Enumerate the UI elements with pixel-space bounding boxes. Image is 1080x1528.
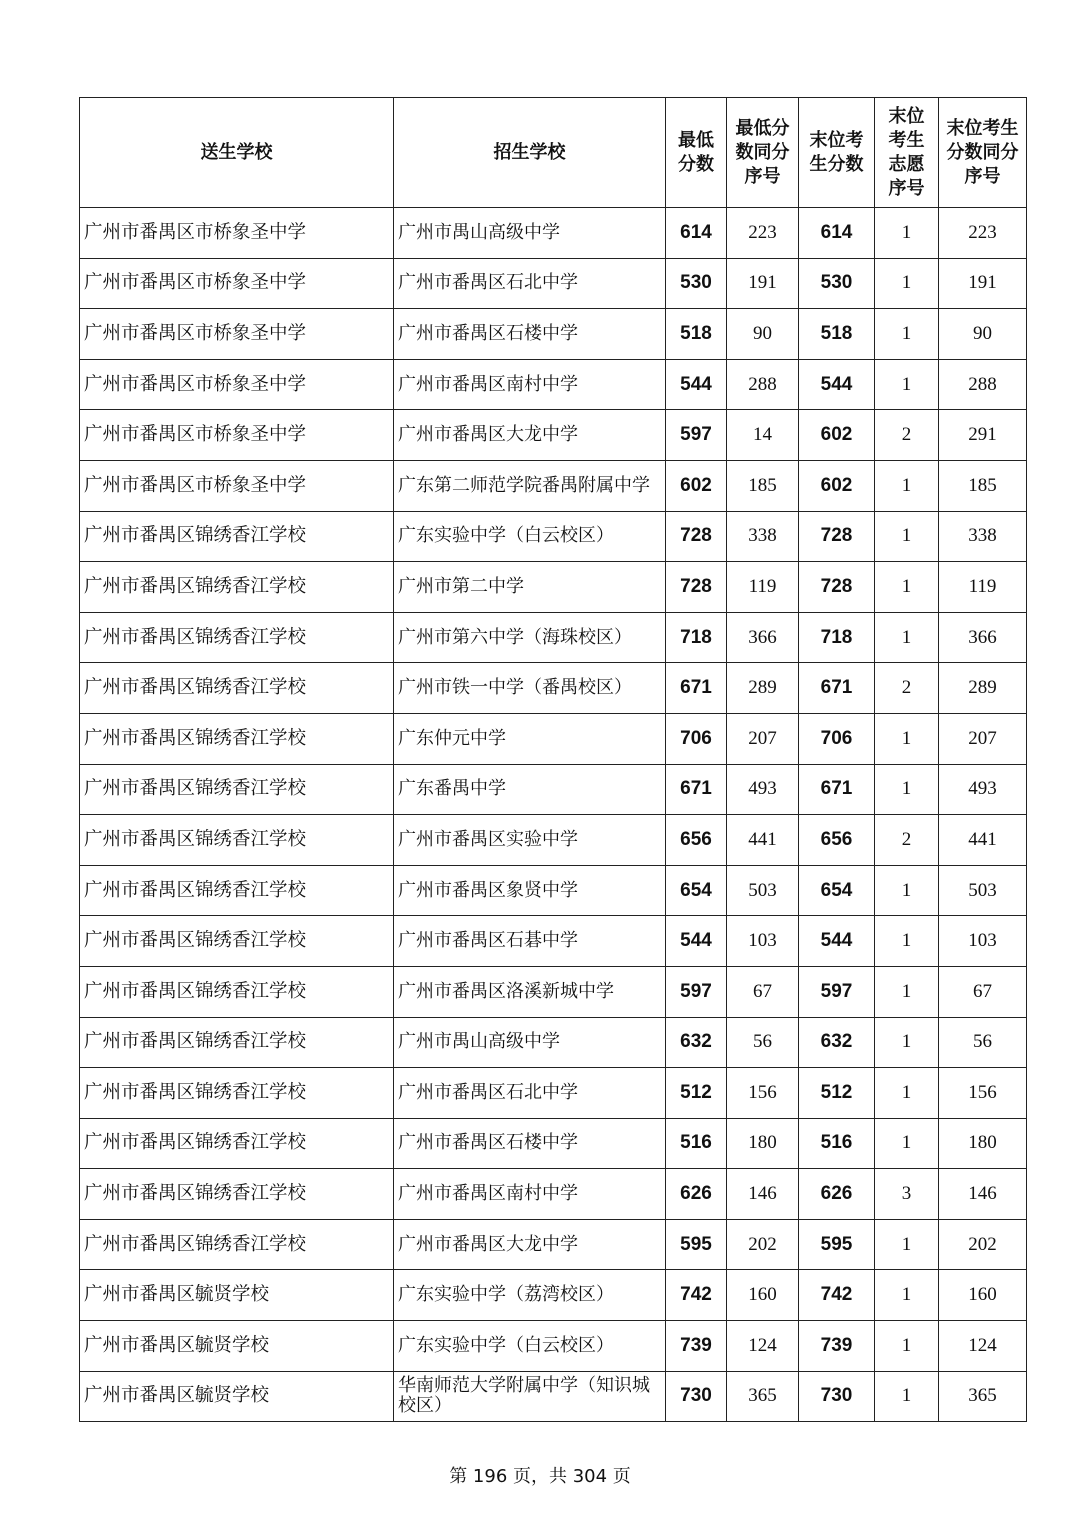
cell-min-score: 632 bbox=[666, 1017, 727, 1068]
cell-recv-school: 广州市番禺区象贤中学 bbox=[394, 865, 666, 916]
cell-min-score: 654 bbox=[666, 865, 727, 916]
table-row bbox=[80, 1169, 1027, 1220]
table-row bbox=[80, 410, 1027, 461]
cell-send-school: 广州市番禺区市桥象圣中学 bbox=[80, 460, 394, 511]
cell-send-school: 广州市番禺区市桥象圣中学 bbox=[80, 309, 394, 360]
cell-recv-school: 广东番禺中学 bbox=[394, 764, 666, 815]
cell-min-score-rank: 289 bbox=[727, 663, 799, 714]
cell-recv-school: 广州市第六中学（海珠校区） bbox=[394, 612, 666, 663]
cell-last-score-rank: 56 bbox=[939, 1017, 1027, 1068]
header-send-school: 送生学校 bbox=[80, 98, 394, 208]
table-row bbox=[80, 865, 1027, 916]
cell-send-school: 广州市番禺区市桥象圣中学 bbox=[80, 410, 394, 461]
cell-recv-school: 广州市禺山高级中学 bbox=[394, 208, 666, 259]
cell-last-volunteer: 1 bbox=[875, 1371, 939, 1422]
cell-recv-school: 广东仲元中学 bbox=[394, 713, 666, 764]
cell-last-score: 544 bbox=[799, 359, 875, 410]
cell-min-score-rank: 202 bbox=[727, 1219, 799, 1270]
cell-min-score: 530 bbox=[666, 258, 727, 309]
cell-last-volunteer: 1 bbox=[875, 1017, 939, 1068]
cell-recv-school: 广州市番禺区石楼中学 bbox=[394, 1118, 666, 1169]
cell-last-score: 706 bbox=[799, 713, 875, 764]
cell-min-score: 512 bbox=[666, 1068, 727, 1119]
cell-min-score: 602 bbox=[666, 460, 727, 511]
cell-last-score: 656 bbox=[799, 815, 875, 866]
table-row bbox=[80, 764, 1027, 815]
cell-last-volunteer: 3 bbox=[875, 1169, 939, 1220]
cell-send-school: 广州市番禺区锦绣香江学校 bbox=[80, 815, 394, 866]
cell-recv-school: 广州市番禺区实验中学 bbox=[394, 815, 666, 866]
cell-min-score-rank: 503 bbox=[727, 865, 799, 916]
cell-last-volunteer: 1 bbox=[875, 966, 939, 1017]
cell-recv-school: 广州市番禺区石北中学 bbox=[394, 258, 666, 309]
cell-last-volunteer: 1 bbox=[875, 612, 939, 663]
cell-last-score-rank: 493 bbox=[939, 764, 1027, 815]
cell-last-volunteer: 1 bbox=[875, 865, 939, 916]
cell-min-score-rank: 67 bbox=[727, 966, 799, 1017]
cell-last-volunteer: 1 bbox=[875, 208, 939, 259]
cell-min-score: 597 bbox=[666, 966, 727, 1017]
cell-min-score-rank: 288 bbox=[727, 359, 799, 410]
table-row bbox=[80, 1118, 1027, 1169]
cell-last-volunteer: 1 bbox=[875, 916, 939, 967]
table-row bbox=[80, 663, 1027, 714]
cell-recv-school: 广州市番禺区石北中学 bbox=[394, 1068, 666, 1119]
cell-last-score: 728 bbox=[799, 562, 875, 613]
cell-last-volunteer: 1 bbox=[875, 764, 939, 815]
cell-send-school: 广州市番禺区锦绣香江学校 bbox=[80, 663, 394, 714]
cell-last-score: 530 bbox=[799, 258, 875, 309]
cell-recv-school: 广东实验中学（白云校区） bbox=[394, 1321, 666, 1372]
cell-last-score-rank: 124 bbox=[939, 1321, 1027, 1372]
table-row bbox=[80, 612, 1027, 663]
cell-min-score-rank: 146 bbox=[727, 1169, 799, 1220]
cell-last-score-rank: 119 bbox=[939, 562, 1027, 613]
cell-last-score: 602 bbox=[799, 410, 875, 461]
cell-min-score: 518 bbox=[666, 309, 727, 360]
cell-send-school: 广州市番禺区锦绣香江学校 bbox=[80, 1017, 394, 1068]
cell-last-volunteer: 1 bbox=[875, 1068, 939, 1119]
cell-recv-school: 广州市番禺区石楼中学 bbox=[394, 309, 666, 360]
cell-last-score: 512 bbox=[799, 1068, 875, 1119]
admission-table bbox=[79, 97, 1027, 1422]
cell-send-school: 广州市番禺区锦绣香江学校 bbox=[80, 916, 394, 967]
cell-last-score: 671 bbox=[799, 764, 875, 815]
cell-last-score: 728 bbox=[799, 511, 875, 562]
cell-send-school: 广州市番禺区锦绣香江学校 bbox=[80, 764, 394, 815]
cell-last-volunteer: 1 bbox=[875, 713, 939, 764]
cell-min-score-rank: 56 bbox=[727, 1017, 799, 1068]
cell-last-volunteer: 2 bbox=[875, 410, 939, 461]
cell-last-volunteer: 1 bbox=[875, 562, 939, 613]
table-row bbox=[80, 208, 1027, 259]
cell-recv-school: 广州市番禺区大龙中学 bbox=[394, 410, 666, 461]
cell-min-score-rank: 119 bbox=[727, 562, 799, 613]
cell-min-score: 626 bbox=[666, 1169, 727, 1220]
cell-min-score-rank: 14 bbox=[727, 410, 799, 461]
cell-min-score: 742 bbox=[666, 1270, 727, 1321]
header-last-score-rank: 末位考生 分数同分 序号 bbox=[939, 98, 1027, 208]
cell-last-score-rank: 191 bbox=[939, 258, 1027, 309]
cell-last-score-rank: 180 bbox=[939, 1118, 1027, 1169]
cell-last-volunteer: 1 bbox=[875, 258, 939, 309]
cell-last-score: 518 bbox=[799, 309, 875, 360]
cell-min-score-rank: 180 bbox=[727, 1118, 799, 1169]
cell-last-score-rank: 207 bbox=[939, 713, 1027, 764]
cell-send-school: 广州市番禺区锦绣香江学校 bbox=[80, 562, 394, 613]
table-row bbox=[80, 562, 1027, 613]
table-row bbox=[80, 916, 1027, 967]
cell-recv-school: 广州市铁一中学（番禺校区） bbox=[394, 663, 666, 714]
header-last-score: 末位考 生分数 bbox=[799, 98, 875, 208]
cell-send-school: 广州市番禺区毓贤学校 bbox=[80, 1371, 394, 1422]
cell-last-score-rank: 365 bbox=[939, 1371, 1027, 1422]
cell-recv-school: 广州市第二中学 bbox=[394, 562, 666, 613]
cell-send-school: 广州市番禺区锦绣香江学校 bbox=[80, 713, 394, 764]
cell-last-score: 730 bbox=[799, 1371, 875, 1422]
cell-min-score-rank: 156 bbox=[727, 1068, 799, 1119]
cell-last-score: 595 bbox=[799, 1219, 875, 1270]
cell-last-score-rank: 289 bbox=[939, 663, 1027, 714]
cell-min-score-rank: 103 bbox=[727, 916, 799, 967]
cell-last-score: 626 bbox=[799, 1169, 875, 1220]
table-row bbox=[80, 713, 1027, 764]
table-row bbox=[80, 309, 1027, 360]
cell-last-volunteer: 2 bbox=[875, 663, 939, 714]
cell-send-school: 广州市番禺区锦绣香江学校 bbox=[80, 1068, 394, 1119]
cell-recv-school: 广东实验中学（白云校区） bbox=[394, 511, 666, 562]
cell-min-score: 728 bbox=[666, 511, 727, 562]
cell-min-score: 516 bbox=[666, 1118, 727, 1169]
cell-send-school: 广州市番禺区锦绣香江学校 bbox=[80, 511, 394, 562]
table-row bbox=[80, 966, 1027, 1017]
cell-last-volunteer: 1 bbox=[875, 359, 939, 410]
cell-last-volunteer: 1 bbox=[875, 511, 939, 562]
cell-min-score: 656 bbox=[666, 815, 727, 866]
cell-send-school: 广州市番禺区锦绣香江学校 bbox=[80, 612, 394, 663]
cell-min-score-rank: 207 bbox=[727, 713, 799, 764]
cell-last-score-rank: 185 bbox=[939, 460, 1027, 511]
cell-last-score-rank: 146 bbox=[939, 1169, 1027, 1220]
cell-last-score-rank: 366 bbox=[939, 612, 1027, 663]
cell-min-score-rank: 160 bbox=[727, 1270, 799, 1321]
cell-last-score-rank: 160 bbox=[939, 1270, 1027, 1321]
cell-last-volunteer: 1 bbox=[875, 309, 939, 360]
cell-send-school: 广州市番禺区毓贤学校 bbox=[80, 1270, 394, 1321]
cell-min-score-rank: 191 bbox=[727, 258, 799, 309]
cell-min-score-rank: 441 bbox=[727, 815, 799, 866]
cell-last-volunteer: 2 bbox=[875, 815, 939, 866]
cell-last-score: 718 bbox=[799, 612, 875, 663]
admission-table-sheet bbox=[79, 97, 1026, 1422]
table-row bbox=[80, 1371, 1027, 1422]
cell-last-volunteer: 1 bbox=[875, 460, 939, 511]
cell-send-school: 广州市番禺区锦绣香江学校 bbox=[80, 865, 394, 916]
cell-min-score-rank: 185 bbox=[727, 460, 799, 511]
cell-last-score: 742 bbox=[799, 1270, 875, 1321]
cell-last-score: 632 bbox=[799, 1017, 875, 1068]
cell-last-volunteer: 1 bbox=[875, 1219, 939, 1270]
cell-min-score: 614 bbox=[666, 208, 727, 259]
cell-recv-school: 华南师范大学附属中学（知识城校区） bbox=[394, 1371, 666, 1422]
cell-last-score: 614 bbox=[799, 208, 875, 259]
cell-min-score: 728 bbox=[666, 562, 727, 613]
cell-last-score-rank: 103 bbox=[939, 916, 1027, 967]
cell-min-score: 730 bbox=[666, 1371, 727, 1422]
table-row bbox=[80, 258, 1027, 309]
cell-last-score-rank: 90 bbox=[939, 309, 1027, 360]
cell-last-score-rank: 503 bbox=[939, 865, 1027, 916]
cell-recv-school: 广东实验中学（荔湾校区） bbox=[394, 1270, 666, 1321]
page-footer: 第 196 页，共 304 页 bbox=[449, 1466, 631, 1487]
table-row bbox=[80, 359, 1027, 410]
cell-recv-school: 广州市番禺区南村中学 bbox=[394, 359, 666, 410]
cell-min-score: 544 bbox=[666, 916, 727, 967]
cell-send-school: 广州市番禺区市桥象圣中学 bbox=[80, 258, 394, 309]
cell-recv-school: 广东第二师范学院番禺附属中学 bbox=[394, 460, 666, 511]
cell-last-score-rank: 202 bbox=[939, 1219, 1027, 1270]
cell-last-score-rank: 441 bbox=[939, 815, 1027, 866]
cell-send-school: 广州市番禺区市桥象圣中学 bbox=[80, 208, 394, 259]
cell-recv-school: 广州市番禺区洛溪新城中学 bbox=[394, 966, 666, 1017]
cell-min-score-rank: 338 bbox=[727, 511, 799, 562]
cell-send-school: 广州市番禺区毓贤学校 bbox=[80, 1321, 394, 1372]
cell-recv-school: 广州市番禺区大龙中学 bbox=[394, 1219, 666, 1270]
cell-min-score: 595 bbox=[666, 1219, 727, 1270]
table-row bbox=[80, 511, 1027, 562]
table-row bbox=[80, 815, 1027, 866]
cell-last-score: 739 bbox=[799, 1321, 875, 1372]
cell-send-school: 广州市番禺区锦绣香江学校 bbox=[80, 1118, 394, 1169]
cell-min-score-rank: 366 bbox=[727, 612, 799, 663]
cell-last-score: 516 bbox=[799, 1118, 875, 1169]
cell-send-school: 广州市番禺区锦绣香江学校 bbox=[80, 966, 394, 1017]
cell-min-score: 671 bbox=[666, 764, 727, 815]
cell-recv-school: 广州市禺山高级中学 bbox=[394, 1017, 666, 1068]
table-row bbox=[80, 1321, 1027, 1372]
cell-min-score-rank: 223 bbox=[727, 208, 799, 259]
cell-last-score: 597 bbox=[799, 966, 875, 1017]
cell-min-score: 739 bbox=[666, 1321, 727, 1372]
cell-last-volunteer: 1 bbox=[875, 1270, 939, 1321]
cell-send-school: 广州市番禺区锦绣香江学校 bbox=[80, 1169, 394, 1220]
cell-last-score-rank: 223 bbox=[939, 208, 1027, 259]
table-row bbox=[80, 1219, 1027, 1270]
header-min-score-rank: 最低分 数同分 序号 bbox=[727, 98, 799, 208]
table-header-row bbox=[80, 98, 1027, 208]
cell-recv-school: 广州市番禺区南村中学 bbox=[394, 1169, 666, 1220]
cell-last-score: 671 bbox=[799, 663, 875, 714]
cell-min-score-rank: 90 bbox=[727, 309, 799, 360]
table-body bbox=[80, 208, 1027, 1422]
cell-min-score: 706 bbox=[666, 713, 727, 764]
cell-last-volunteer: 1 bbox=[875, 1118, 939, 1169]
cell-min-score-rank: 124 bbox=[727, 1321, 799, 1372]
header-recv-school: 招生学校 bbox=[394, 98, 666, 208]
cell-min-score: 597 bbox=[666, 410, 727, 461]
cell-min-score: 671 bbox=[666, 663, 727, 714]
cell-send-school: 广州市番禺区锦绣香江学校 bbox=[80, 1219, 394, 1270]
cell-last-score: 544 bbox=[799, 916, 875, 967]
cell-recv-school: 广州市番禺区石碁中学 bbox=[394, 916, 666, 967]
cell-last-score-rank: 291 bbox=[939, 410, 1027, 461]
cell-min-score: 544 bbox=[666, 359, 727, 410]
cell-last-score-rank: 67 bbox=[939, 966, 1027, 1017]
cell-last-volunteer: 1 bbox=[875, 1321, 939, 1372]
cell-last-score: 654 bbox=[799, 865, 875, 916]
cell-min-score: 718 bbox=[666, 612, 727, 663]
cell-last-score-rank: 338 bbox=[939, 511, 1027, 562]
table-row bbox=[80, 1017, 1027, 1068]
cell-last-score-rank: 156 bbox=[939, 1068, 1027, 1119]
cell-min-score-rank: 365 bbox=[727, 1371, 799, 1422]
cell-last-score-rank: 288 bbox=[939, 359, 1027, 410]
cell-min-score-rank: 493 bbox=[727, 764, 799, 815]
table-row bbox=[80, 1068, 1027, 1119]
table-row bbox=[80, 460, 1027, 511]
cell-last-score: 602 bbox=[799, 460, 875, 511]
table-row bbox=[80, 1270, 1027, 1321]
header-last-volunteer: 末位 考生 志愿 序号 bbox=[875, 98, 939, 208]
cell-send-school: 广州市番禺区市桥象圣中学 bbox=[80, 359, 394, 410]
header-min-score: 最低 分数 bbox=[666, 98, 727, 208]
